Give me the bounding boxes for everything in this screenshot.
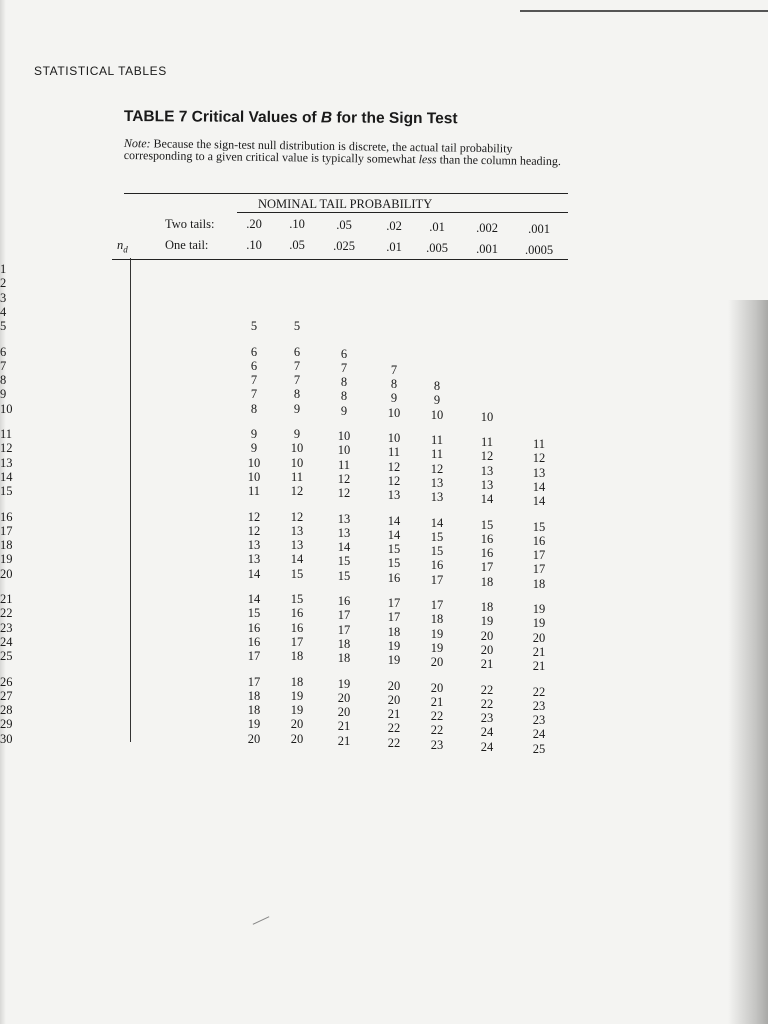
- critical-value-cell: 17: [387, 596, 401, 610]
- critical-value-cell: 12: [480, 449, 494, 464]
- critical-value-cell: 20: [247, 731, 261, 746]
- critical-value-cell: 19: [430, 626, 444, 641]
- critical-value-cell: 13: [247, 538, 261, 553]
- critical-value-cell: 19: [532, 602, 546, 616]
- critical-value-cell: 14: [532, 494, 546, 509]
- critical-value-cell: 22: [480, 682, 494, 697]
- critical-value-cell: 25: [532, 741, 546, 756]
- row-n-value: 21: [0, 592, 13, 606]
- note-text-before: Because the sign-test null distribution is discrete, the actual tail probability corresponding to a given critical value is typically somewhat: [123, 136, 513, 167]
- critical-value-cell: 9: [433, 393, 441, 408]
- critical-value-cell: 13: [430, 490, 444, 505]
- critical-value-cell: 12: [387, 473, 401, 488]
- critical-value-cell: 17: [337, 608, 351, 623]
- row-n-value: 29: [0, 717, 13, 732]
- critical-value-cell: 20: [480, 628, 494, 643]
- critical-value-cell: 19: [387, 638, 401, 653]
- critical-value-cell: 7: [390, 362, 398, 377]
- critical-value-cell: 21: [337, 733, 351, 748]
- critical-value-cell: 12: [337, 486, 351, 501]
- critical-value-cell: 14: [337, 540, 351, 555]
- row-n-value: 17: [0, 523, 13, 538]
- critical-value-cell: 14: [387, 513, 401, 528]
- critical-value-cell: 20: [290, 717, 304, 732]
- two-tail-heading: .05: [336, 218, 352, 232]
- critical-value-cell: 21: [532, 659, 546, 674]
- row-n-value: 7: [0, 358, 7, 373]
- top-rule: [520, 10, 768, 12]
- one-tail-heading: .005: [426, 241, 448, 255]
- critical-value-cell: 11: [430, 447, 444, 462]
- critical-value-cell: 9: [293, 401, 301, 416]
- critical-value-cell: 11: [532, 437, 546, 451]
- critical-value-cell: 12: [430, 461, 444, 476]
- header-bottom-rule: [112, 259, 568, 260]
- note-text-after: than the column heading.: [439, 152, 562, 169]
- critical-value-cell: 24: [480, 725, 494, 740]
- critical-value-cell: 10: [337, 443, 351, 458]
- critical-value-cell: 14: [480, 492, 494, 507]
- two-tail-heading: .20: [246, 217, 262, 231]
- critical-value-cell: 14: [430, 515, 444, 530]
- critical-value-cell: 10: [247, 455, 261, 470]
- critical-value-cell: 23: [430, 737, 444, 752]
- critical-value-cell: 18: [430, 612, 444, 627]
- critical-value-cell: 14: [247, 592, 261, 606]
- section-header: STATISTICAL TABLES: [34, 64, 167, 78]
- critical-value-cell: 12: [337, 471, 351, 486]
- two-tail-heading: .002: [476, 221, 498, 235]
- row-n-value: 8: [0, 373, 7, 388]
- critical-value-cell: 18: [337, 636, 351, 651]
- critical-value-cell: 17: [290, 634, 304, 649]
- one-tail-heading: .10: [246, 238, 262, 252]
- critical-value-cell: 14: [532, 479, 546, 494]
- critical-value-cell: 6: [250, 344, 258, 359]
- critical-value-cell: 24: [480, 739, 494, 754]
- critical-value-cell: 16: [430, 558, 444, 573]
- row-n-value: 2: [0, 276, 7, 291]
- critical-value-cell: 13: [480, 477, 494, 492]
- row-n-value: 20: [0, 566, 13, 581]
- row-n-value: 4: [0, 304, 7, 319]
- critical-value-cell: 15: [337, 554, 351, 569]
- critical-value-cell: 18: [387, 624, 401, 639]
- note-emphasis: less: [418, 152, 437, 167]
- one-tail-heading: .001: [476, 242, 498, 256]
- row-n-value: 1: [0, 262, 7, 276]
- critical-value-cell: 8: [340, 389, 348, 404]
- header-group-title: NOMINAL TAIL PROBABILITY: [258, 197, 433, 211]
- header-group-rule: [237, 212, 568, 213]
- row-n-value: 25: [0, 649, 13, 664]
- critical-value-cell: 16: [247, 620, 261, 635]
- one-tail-heading: .05: [289, 238, 305, 252]
- two-tail-heading: .001: [528, 222, 550, 236]
- critical-value-cell: 8: [390, 377, 398, 392]
- critical-value-cell: 10: [337, 429, 351, 443]
- critical-value-cell: 16: [337, 594, 351, 608]
- table-title-text: Critical Values of B for the Sign Test: [191, 108, 458, 128]
- critical-value-cell: 15: [532, 519, 546, 534]
- critical-value-cell: 15: [430, 529, 444, 544]
- critical-value-cell: 22: [387, 721, 401, 736]
- table-note: [124, 137, 569, 167]
- nd-column-divider: [130, 258, 131, 742]
- note-label: Note:: [123, 136, 151, 151]
- scan-shadow: [728, 300, 768, 1024]
- one-tail-heading: .0005: [524, 243, 554, 257]
- critical-value-cell: 15: [480, 517, 494, 532]
- row-n-value: 30: [0, 731, 13, 746]
- critical-value-cell: 17: [532, 548, 546, 563]
- critical-value-cell: 16: [480, 546, 494, 561]
- row-n-value: 23: [0, 620, 13, 635]
- two-tail-heading: .01: [429, 220, 445, 234]
- critical-value-cell: 15: [290, 592, 304, 606]
- critical-value-cell: 8: [340, 375, 348, 390]
- critical-value-cell: 21: [430, 694, 444, 709]
- row-n-value: 22: [0, 606, 13, 621]
- critical-value-cell: 9: [293, 427, 301, 441]
- critical-value-cell: 23: [532, 698, 546, 713]
- critical-value-cell: 8: [293, 387, 301, 402]
- critical-value-cell: 13: [430, 475, 444, 490]
- critical-value-cell: 19: [387, 653, 401, 668]
- critical-value-cell: 7: [293, 373, 301, 388]
- critical-value-cell: 20: [532, 630, 546, 645]
- critical-value-cell: 13: [337, 511, 351, 526]
- critical-value-cell: 16: [532, 533, 546, 548]
- critical-value-cell: 12: [532, 451, 546, 466]
- critical-value-cell: 18: [247, 703, 261, 718]
- row-n-value: 26: [0, 674, 13, 689]
- critical-value-cell: 20: [387, 692, 401, 707]
- critical-value-cell: 21: [480, 657, 494, 672]
- critical-value-cell: 24: [532, 727, 546, 742]
- critical-value-cell: 22: [532, 684, 546, 699]
- critical-value-cell: 13: [247, 552, 261, 567]
- row-n-value: 16: [0, 509, 13, 524]
- critical-value-cell: 15: [430, 544, 444, 559]
- critical-value-cell: 9: [250, 427, 258, 441]
- critical-value-cell: 20: [430, 655, 444, 670]
- one-tail-heading: .025: [333, 239, 355, 253]
- critical-value-cell: 19: [337, 676, 351, 691]
- critical-value-cell: 11: [430, 433, 444, 447]
- critical-value-cell: 16: [387, 570, 401, 585]
- nd-label: $n_d$: [117, 238, 128, 255]
- header-top-rule: [124, 193, 568, 194]
- critical-value-cell: 13: [480, 463, 494, 478]
- critical-value-cell: 13: [337, 525, 351, 540]
- row-n-value: 13: [0, 455, 13, 470]
- critical-value-cell: 9: [390, 391, 398, 406]
- critical-value-cell: 21: [337, 719, 351, 734]
- critical-value-cell: 18: [290, 674, 304, 689]
- critical-value-cell: 17: [430, 572, 444, 587]
- critical-value-cell: 9: [250, 441, 258, 456]
- critical-value-cell: 16: [480, 531, 494, 546]
- critical-value-cell: 10: [430, 407, 444, 422]
- critical-value-cell: 20: [337, 690, 351, 705]
- critical-value-cell: 10: [247, 469, 261, 484]
- table-number: TABLE 7: [123, 108, 188, 126]
- critical-value-cell: 19: [480, 614, 494, 629]
- pencil-mark: [253, 916, 270, 925]
- two-tail-heading: .02: [386, 219, 402, 233]
- critical-value-cell: 15: [290, 566, 304, 581]
- critical-value-cell: 20: [430, 680, 444, 695]
- critical-value-cell: 16: [290, 606, 304, 621]
- row-n-value: 9: [0, 387, 7, 402]
- critical-value-cell: 12: [387, 459, 401, 474]
- critical-value-cell: 11: [290, 469, 304, 484]
- row-n-value: 3: [0, 290, 7, 305]
- critical-value-cell: 11: [337, 457, 351, 472]
- row-n-value: 15: [0, 484, 13, 499]
- one-tail-heading: .01: [386, 240, 402, 254]
- critical-value-cell: 5: [250, 319, 258, 334]
- row-n-value: 24: [0, 634, 13, 649]
- critical-value-cell: 15: [387, 542, 401, 557]
- critical-value-cell: 10: [290, 455, 304, 470]
- critical-value-cell: 11: [387, 445, 401, 460]
- critical-value-cell: 7: [293, 358, 301, 373]
- critical-value-cell: 10: [387, 431, 401, 445]
- row-n-value: 10: [0, 401, 13, 416]
- critical-value-cell: 18: [480, 600, 494, 614]
- critical-value-cell: 8: [433, 379, 441, 394]
- critical-value-cell: 10: [290, 441, 304, 456]
- critical-value-cell: 13: [290, 523, 304, 538]
- critical-value-cell: 17: [387, 610, 401, 625]
- critical-value-cell: 14: [290, 552, 304, 567]
- critical-value-cell: 10: [480, 409, 494, 424]
- critical-value-cell: 13: [532, 465, 546, 480]
- critical-value-cell: 15: [337, 568, 351, 583]
- critical-value-cell: 17: [480, 560, 494, 575]
- critical-value-cell: 18: [480, 574, 494, 589]
- critical-value-cell: 22: [430, 709, 444, 724]
- one-tail-label: One tail:: [165, 238, 209, 252]
- critical-value-cell: 16: [247, 634, 261, 649]
- critical-value-cell: 17: [532, 562, 546, 577]
- critical-value-cell: 19: [290, 688, 304, 703]
- critical-value-cell: 7: [340, 360, 348, 375]
- critical-value-cell: 6: [340, 346, 348, 361]
- row-n-value: 18: [0, 538, 13, 553]
- critical-value-cell: 7: [250, 373, 258, 388]
- critical-value-cell: 15: [387, 556, 401, 571]
- critical-value-cell: 11: [480, 435, 494, 449]
- critical-value-cell: 9: [340, 403, 348, 418]
- critical-value-cell: 22: [480, 696, 494, 711]
- critical-value-cell: 12: [290, 509, 304, 524]
- row-n-value: 28: [0, 703, 13, 718]
- critical-value-cell: 19: [290, 703, 304, 718]
- row-n-value: 12: [0, 441, 13, 456]
- row-n-value: 19: [0, 552, 13, 567]
- critical-value-cell: 12: [247, 509, 261, 524]
- critical-value-cell: 15: [247, 606, 261, 621]
- row-n-value: 5: [0, 319, 7, 334]
- critical-value-cell: 21: [387, 707, 401, 722]
- critical-value-cell: 17: [247, 674, 261, 689]
- critical-value-cell: 16: [290, 620, 304, 635]
- critical-value-cell: 7: [250, 387, 258, 402]
- row-n-value: 14: [0, 469, 13, 484]
- critical-value-cell: 14: [387, 527, 401, 542]
- critical-value-cell: 17: [337, 622, 351, 637]
- critical-value-cell: 13: [387, 488, 401, 503]
- critical-value-cell: 14: [247, 566, 261, 581]
- critical-value-cell: 17: [430, 598, 444, 612]
- critical-value-cell: 6: [293, 344, 301, 359]
- critical-value-cell: 20: [337, 705, 351, 720]
- critical-value-cell: 20: [290, 731, 304, 746]
- critical-value-cell: 19: [532, 616, 546, 631]
- critical-value-cell: 8: [250, 401, 258, 416]
- critical-value-cell: 18: [247, 688, 261, 703]
- critical-value-cell: 12: [290, 484, 304, 499]
- critical-value-cell: 11: [247, 484, 261, 499]
- critical-value-cell: 22: [430, 723, 444, 738]
- critical-value-cell: 18: [290, 649, 304, 664]
- critical-value-cell: 23: [532, 713, 546, 728]
- row-n-value: 6: [0, 344, 7, 359]
- critical-value-cell: 23: [480, 711, 494, 726]
- critical-value-cell: 19: [430, 640, 444, 655]
- two-tails-label: Two tails:: [165, 217, 215, 231]
- critical-value-cell: 21: [532, 644, 546, 659]
- critical-value-cell: 20: [387, 678, 401, 693]
- critical-value-cell: 6: [250, 358, 258, 373]
- critical-value-cell: 13: [290, 538, 304, 553]
- two-tail-heading: .10: [289, 217, 305, 231]
- table-title: [124, 108, 458, 128]
- critical-value-cell: 5: [293, 319, 301, 334]
- critical-value-cell: 12: [247, 523, 261, 538]
- critical-value-cell: 10: [387, 405, 401, 420]
- critical-value-cell: 19: [247, 717, 261, 732]
- critical-value-cell: 20: [480, 642, 494, 657]
- row-n-value: 11: [0, 427, 13, 441]
- row-n-value: 27: [0, 688, 13, 703]
- critical-value-cell: 18: [532, 576, 546, 591]
- critical-value-cell: 18: [337, 651, 351, 666]
- critical-value-cell: 17: [247, 649, 261, 664]
- critical-value-cell: 22: [387, 735, 401, 750]
